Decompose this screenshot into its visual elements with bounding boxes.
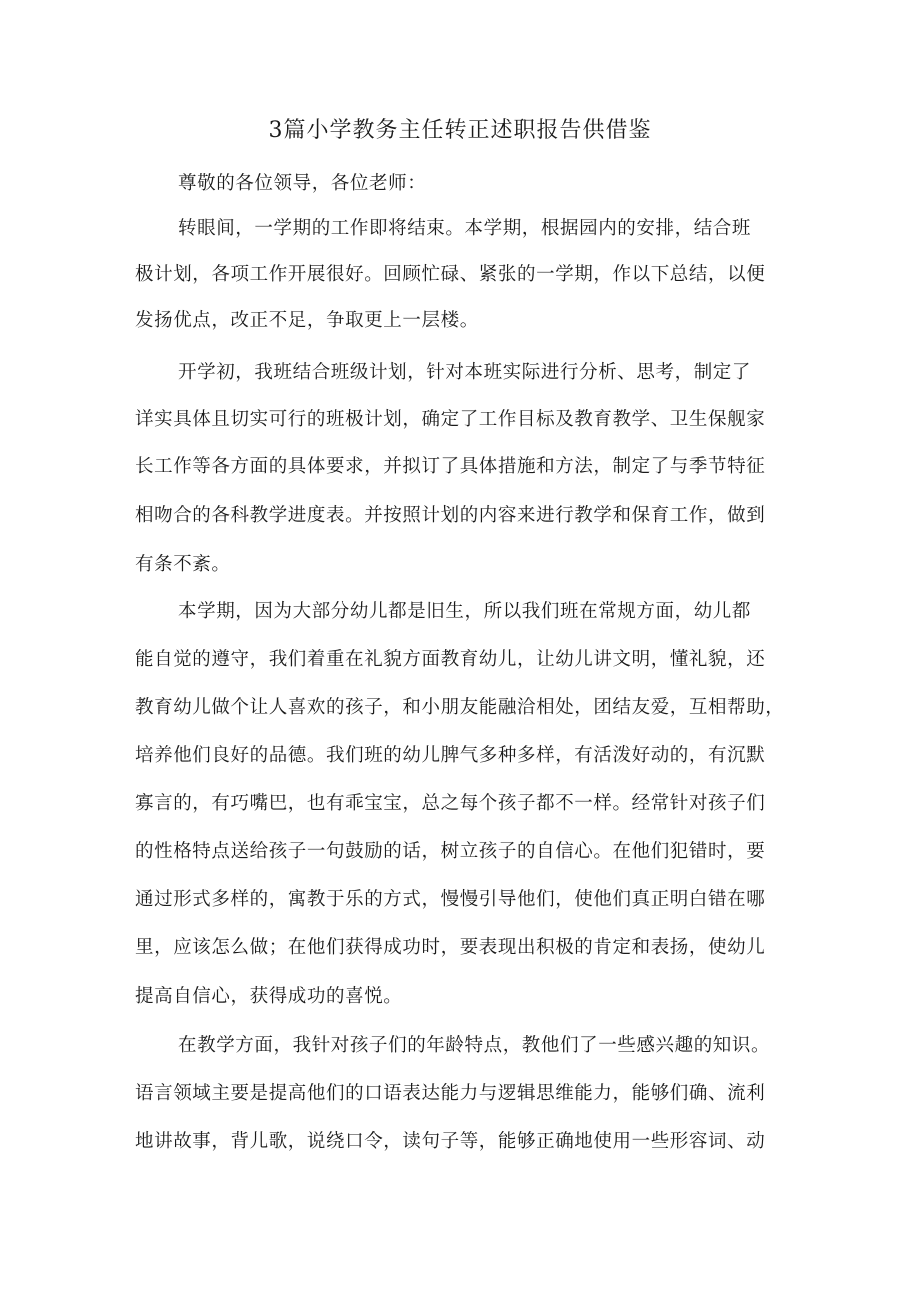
paragraph-line: 培养他们良好的品德。我们班的幼儿脾气多种多样，有活泼好动的，有沉默 — [135, 745, 766, 766]
paragraph-line: 发扬优点，改正不足，争取更上一层楼。 — [135, 310, 479, 331]
paragraph-line: 相吻合的各科教学进度表。并按照计划的内容来进行教学和保育工作，做到 — [135, 505, 766, 526]
paragraph-line: 本学期，因为大部分幼儿都是旧生，所以我们班在常规方面，幼儿都 — [178, 601, 752, 622]
paragraph-line: 的性格特点送给孩子一句鼓励的话，树立孩子的自信心。在他们犯错时，要 — [135, 841, 766, 862]
paragraph-line: 能自觉的遵守，我们着重在礼貌方面教育幼儿，让幼儿讲文明，懂礼貌，还 — [135, 649, 766, 670]
paragraph-line: 极计划，各项工作开展很好。回顾忙碌、紧张的一学期，作以下总结，以便 — [135, 264, 766, 285]
paragraph-line: 尊敬的各位领导，各位老师： — [178, 173, 427, 194]
paragraph-line: 在教学方面，我针对孩子们的年龄特点，教他们了一些感兴趣的知识。 — [178, 1035, 771, 1056]
paragraph-line: 详实具体且切实可行的班极计划，确定了工作目标及教育教学、卫生保舰家 — [135, 409, 766, 430]
paragraph-line: 开学初，我班结合班级计划，针对本班实际进行分析、思考，制定了 — [178, 362, 752, 383]
paragraph-line: 通过形式多样的，寓教于乐的方式，慢慢引导他们，使他们真正明白错在哪 — [135, 889, 766, 910]
paragraph-line: 长工作等各方面的具体要求，并拟订了具体措施和方法，制定了与季节特征 — [135, 456, 766, 477]
paragraph-line: 寡言的，有巧嘴巴，也有乖宝宝，总之每个孩子都不一样。经常针对孩子们 — [135, 793, 766, 814]
paragraph-line: 有条不紊。 — [135, 554, 231, 575]
paragraph-line: 地讲故事，背儿歌，说绕口令，读句子等，能够正确地使用一些形容词、动 — [135, 1131, 766, 1152]
document-title: 3篇小学教务主任转正述职报告供借鉴 — [268, 118, 652, 143]
paragraph-line: 转眼间，一学期的工作即将结束。本学期，根据园内的安排，结合班 — [178, 218, 752, 239]
paragraph-line: 语言领域主要是提高他们的口语表达能力与逻辑思维能力，能够们确、流利 — [135, 1083, 766, 1104]
paragraph-line: 提高自信心，获得成功的喜悦。 — [135, 986, 403, 1007]
paragraph-line: 教育幼儿做个让人喜欢的孩子，和小朋友能融洽相处，团结友爱，互相帮助， — [135, 697, 785, 718]
paragraph-line: 里，应该怎么做；在他们获得成功时，要表现出积极的肯定和表扬，使幼儿 — [135, 937, 766, 958]
